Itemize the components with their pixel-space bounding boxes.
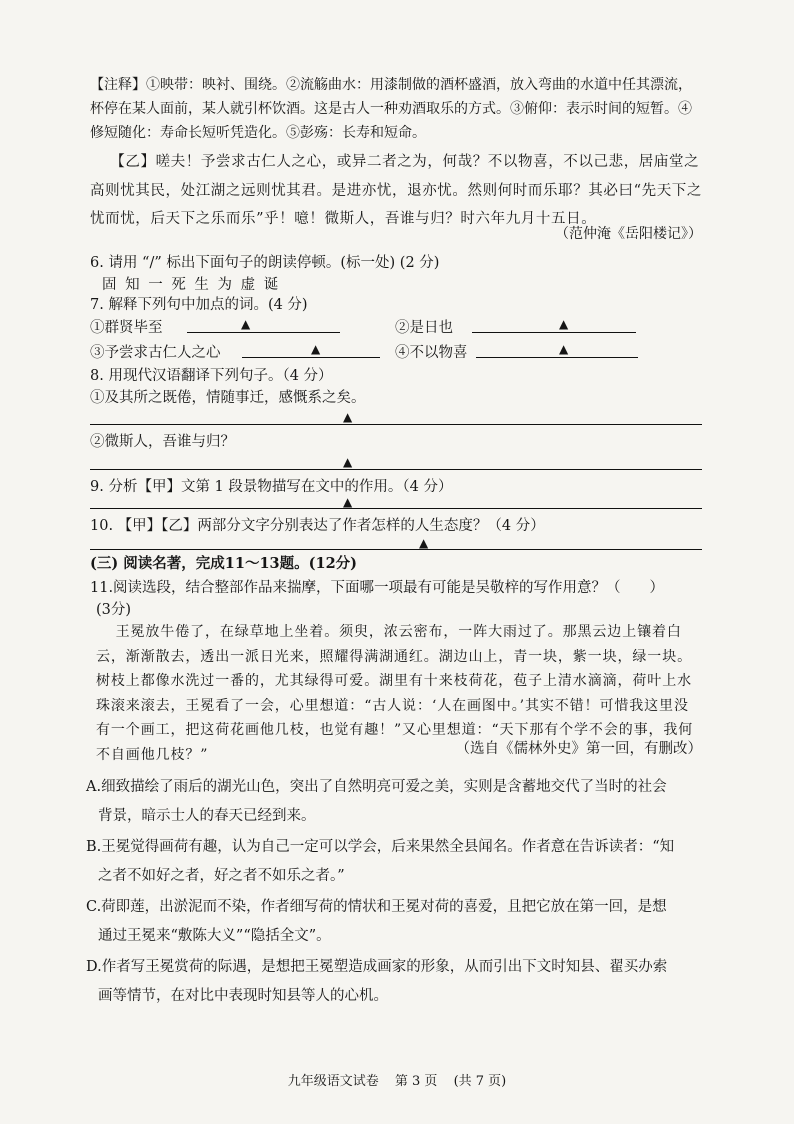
answer-marker: ▲ (343, 495, 353, 509)
footer-title: 九年级语文试卷 (287, 1074, 379, 1089)
q8-answer-line-1[interactable] (90, 424, 702, 425)
q7-answer-blank-1[interactable] (187, 332, 340, 333)
q8-answer-line-2[interactable] (90, 469, 702, 470)
question-10 (90, 515, 702, 537)
option-c-line-1: C.荷即莲，出淤泥而不染，作者细写荷的情状和王冕对荷的喜爱，且把它放在第一回，是想 (86, 899, 667, 915)
q8-item-1: ①及其所之既倦，情随事迁，感慨系之矣。 (90, 390, 366, 406)
question-8 (90, 365, 702, 409)
q7-item-1: ①群贤毕至 (90, 320, 163, 336)
q11-text: 11.阅读选段，结合整部作品来揣摩，下面哪一项最有可能是吴敬梓的写作用意？（ ） (90, 580, 665, 596)
option-d-line-1: D.作者写王冕赏荷的际遇，是想把王冕塑造成画家的形象，从而引出下文时知县、翟买办索 (86, 959, 668, 975)
option-b-line-2: 之者不如好之者，好之者不如乐之者。” (98, 868, 345, 884)
option-a-line-2: 背景，暗示士人的春天已经到来。 (98, 808, 316, 824)
yi-passage-text: 【乙】嗟夫！予尝求古仁人之心，或异二者之为，何哉？不以物喜，不以己悲，居庙堂之高则忧其民，处江湖之远则忧其君。是进亦忧，退亦忧。然则何时而乐耶？其必曰“先天下之忧而忧，后天下之乐而乐”乎！噫！微斯人，吾谁与归？时六年九月十五日。 (90, 154, 703, 227)
answer-marker: ▲ (241, 317, 251, 331)
q7-answer-blank-4[interactable] (476, 357, 638, 358)
option-c[interactable] (86, 893, 708, 951)
question-9 (90, 476, 702, 498)
q8-item-2-wrap (90, 431, 702, 453)
option-d[interactable] (86, 953, 708, 1011)
q9-text: 9. 分析【甲】文第 1 段景物描写在文中的作用。（4 分） (90, 479, 453, 495)
q6-sentence: 固 知 一 死 生 为 虚 诞 (102, 277, 281, 293)
question-7 (90, 294, 702, 316)
q7-text: 7. 解释下列句中加点的词。(4 分) (90, 297, 308, 313)
q7-item-3: ③予尝求古仁人之心 (90, 345, 221, 361)
answer-marker: ▲ (343, 410, 353, 424)
option-d-line-2: 画等情节，在对比中表现时知县等人的心机。 (98, 988, 388, 1004)
footer-total-pages: (共 7 页) (453, 1074, 507, 1089)
question-6 (90, 252, 702, 296)
q10-text: 10. 【甲】【乙】两部分文字分别表达了作者怎样的人生态度？（4 分） (90, 518, 545, 534)
option-b-line-1: B.王冕觉得画荷有趣，认为自己一定可以学会，后来果然全县闻名。作者意在告诉读者：“知 (86, 839, 675, 855)
yi-source-text: （范仲淹《岳阳楼记》） (555, 226, 702, 242)
answer-marker: ▲ (419, 536, 429, 550)
yi-passage (90, 148, 702, 234)
question-11 (90, 577, 702, 621)
q6-text: 6. 请用 “/” 标出下面句子的朗读停顿。(标一处) (2 分) (90, 255, 440, 271)
q7-item-4: ④不以物喜 (395, 345, 468, 361)
option-a[interactable] (86, 773, 708, 831)
answer-marker: ▲ (559, 317, 569, 331)
annotation-notes (90, 73, 702, 145)
answer-marker: ▲ (343, 455, 353, 469)
q7-answer-blank-2[interactable] (472, 332, 636, 333)
q9-answer-line[interactable] (90, 508, 702, 509)
answer-marker: ▲ (311, 342, 321, 356)
novel-source-text: （选自《儒林外史》第一回，有删改） (455, 741, 702, 757)
notes-text: 【注释】①映带：映衬、围绕。②流觞曲水：用漆制做的酒杯盛酒，放入弯曲的水道中任其漂流，杯停在某人面前，某人就引杯饮酒。这是古人一种劝酒取乐的方式。③俯仰：表示时间的短暂。④修短随化：寿命长短听凭造化。⑤彭殇：长寿和短命。 (90, 77, 692, 141)
novel-source (90, 738, 702, 760)
page-footer (0, 1070, 794, 1089)
q8-text: 8. 用现代汉语翻译下列句子。（4 分） (90, 368, 333, 384)
yi-source (90, 222, 702, 246)
option-b[interactable] (86, 833, 708, 891)
q7-answer-blank-3[interactable] (242, 357, 380, 358)
footer-page-number: 第 3 页 (394, 1074, 438, 1089)
q8-item-2: ②微斯人，吾谁与归？ (90, 434, 235, 450)
section-3-heading: (三) 阅读名著，完成11～13题。(12分) (90, 555, 358, 572)
section-3 (90, 553, 702, 575)
q11-options (86, 773, 708, 1013)
answer-marker: ▲ (559, 342, 569, 356)
q7-item-2: ②是日也 (395, 320, 453, 336)
novel-passage-text: 王冕放牛倦了，在绿草地上坐着。须臾，浓云密布，一阵大雨过了。那黑云边上镶着白云，渐渐散去，透出一派日光来，照耀得满湖通红。湖边山上，青一块，紫一块，绿一块。树枝上都像水洗过一番的，尤其绿得可爱。湖里有十来枝荷花，苞子上清水滴滴，荷叶上水珠滚来滚去，王冕看了一会，心里想道：“古人说：‘人在画图中。’其实不错！可惜我这里没有一个画工，把这荷花画他几枝，也觉有趣！”又心里想道：“天下那有个学不会的事，我何不自画他几枝？” (96, 624, 694, 763)
option-a-line-1: A.细致描绘了雨后的湖光山色，突出了自然明亮可爱之美，实则是含蓄地交代了当时的社会 (86, 779, 667, 795)
q11-score: (3分) (96, 602, 132, 618)
q10-answer-line[interactable] (90, 549, 702, 550)
option-c-line-2: 通过王冕来“敷陈大义”“隐括全文”。 (98, 928, 331, 944)
